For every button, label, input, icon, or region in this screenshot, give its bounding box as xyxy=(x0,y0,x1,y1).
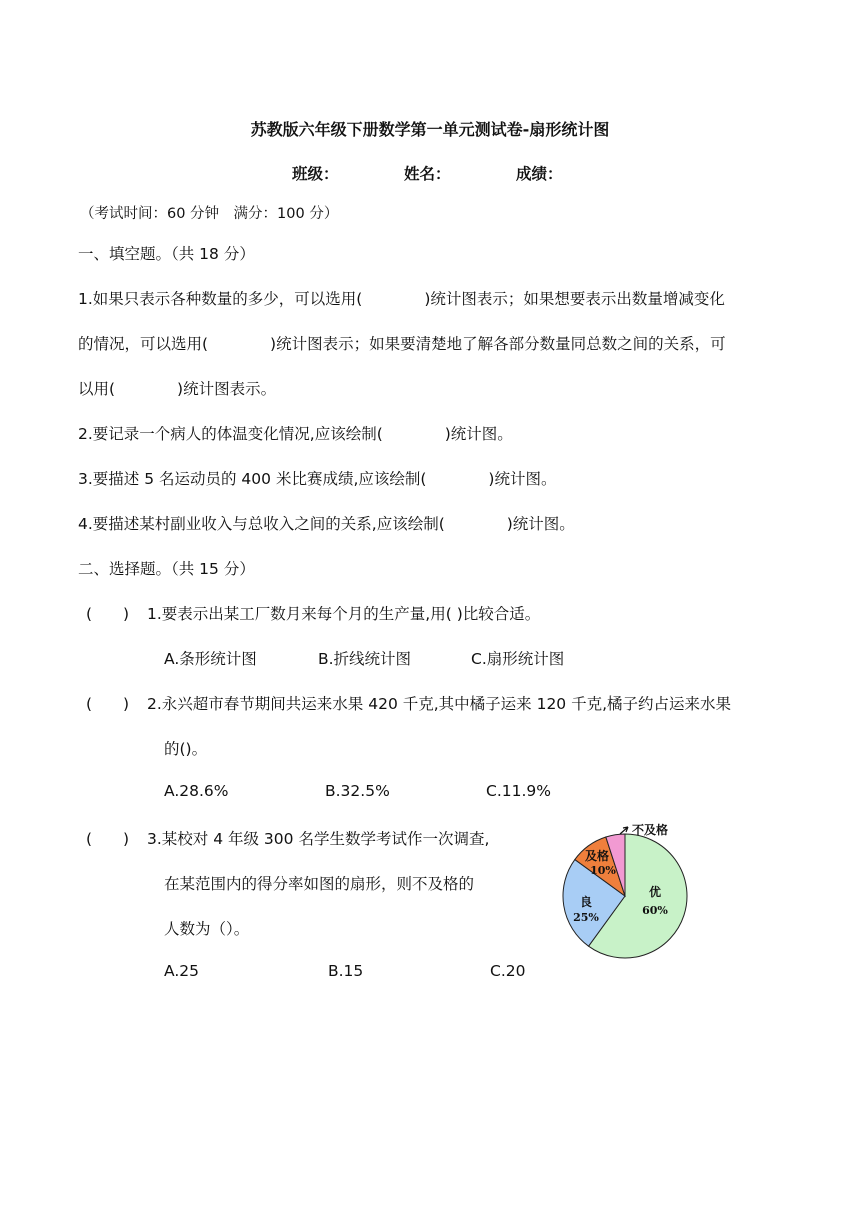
q1-line3: 以用( )统计图表示。 xyxy=(78,380,277,398)
section1-heading: 一、填空题。（共 18 分） xyxy=(78,245,255,263)
choice-q2-option-c: C.11.9% xyxy=(486,782,551,800)
q4-text: 4.要描述某村副业收入与总收入之间的关系,应该绘制( )统计图。 xyxy=(78,515,575,533)
choice-q3-option-c: C.20 xyxy=(490,962,526,980)
choice-q1-option-c: C.扇形统计图 xyxy=(471,650,565,668)
pie-label-2: 及格 xyxy=(584,849,610,863)
choice-q2-option-a: A.28.6% xyxy=(164,782,229,800)
q1-line2: 的情况，可以选用( )统计图表示；如果要清楚地了解各部分数量同总数之间的关系，可 xyxy=(78,335,726,353)
answer-bracket-1: ( ) xyxy=(86,605,130,623)
choice-q1-option-a: A.条形统计图 xyxy=(164,650,257,668)
callout-label: 不及格 xyxy=(632,823,669,837)
q1-line1: 1.如果只表示各种数量的多少，可以选用( )统计图表示；如果想要表示出数量增减变化 xyxy=(78,290,725,308)
q2-text: 2.要记录一个病人的体温变化情况,应该绘制( )统计图。 xyxy=(78,425,513,443)
score-label: 成绩： xyxy=(516,165,563,183)
q3-text: 3.要描述 5 名运动员的 400 米比赛成绩,应该绘制( )统计图。 xyxy=(78,470,557,488)
page-title: 苏教版六年级下册数学第一单元测试卷-扇形统计图 xyxy=(250,120,610,139)
choice-q3-option-a: A.25 xyxy=(164,962,199,980)
choice-q2-option-b: B.32.5% xyxy=(325,782,390,800)
choice-q3-option-b: B.15 xyxy=(328,962,364,980)
pie-svg xyxy=(558,818,698,964)
choice-q2-line2: 的()。 xyxy=(164,740,208,758)
choice-q1-text: 1.要表示出某工厂数月来每个月的生产量,用( )比较合适。 xyxy=(147,605,541,623)
pie-value-label-0: 60% xyxy=(642,904,668,917)
exam-info: （考试时间：60 分钟 满分：100 分） xyxy=(80,206,339,222)
choice-q1-option-b: B.折线统计图 xyxy=(318,650,412,668)
section2-heading: 二、选择题。（共 15 分） xyxy=(78,560,255,578)
choice-q3-line1: 3.某校对 4 年级 300 名学生数学考试作一次调查, xyxy=(147,830,490,848)
pie-label-1: 良 xyxy=(579,895,593,909)
name-label: 姓名： xyxy=(404,165,451,183)
answer-bracket-3: ( ) xyxy=(86,830,130,848)
callout-arrow xyxy=(620,827,628,834)
pie-value-label-2: 10% xyxy=(590,864,616,877)
choice-q3-line3: 人数为（）。 xyxy=(164,920,250,938)
pie-value-label-1: 25% xyxy=(573,911,599,924)
choice-q3-line2: 在某范围内的得分率如图的扇形，则不及格的 xyxy=(164,875,475,893)
class-label: 班级： xyxy=(292,165,339,183)
pie-label-0: 优 xyxy=(648,885,662,899)
score-pie-chart xyxy=(558,818,698,964)
answer-bracket-2: ( ) xyxy=(86,695,130,713)
choice-q2-line1: 2.永兴超市春节期间共运来水果 420 千克,其中橘子运来 120 千克,橘子约占运来水果 xyxy=(147,695,732,713)
